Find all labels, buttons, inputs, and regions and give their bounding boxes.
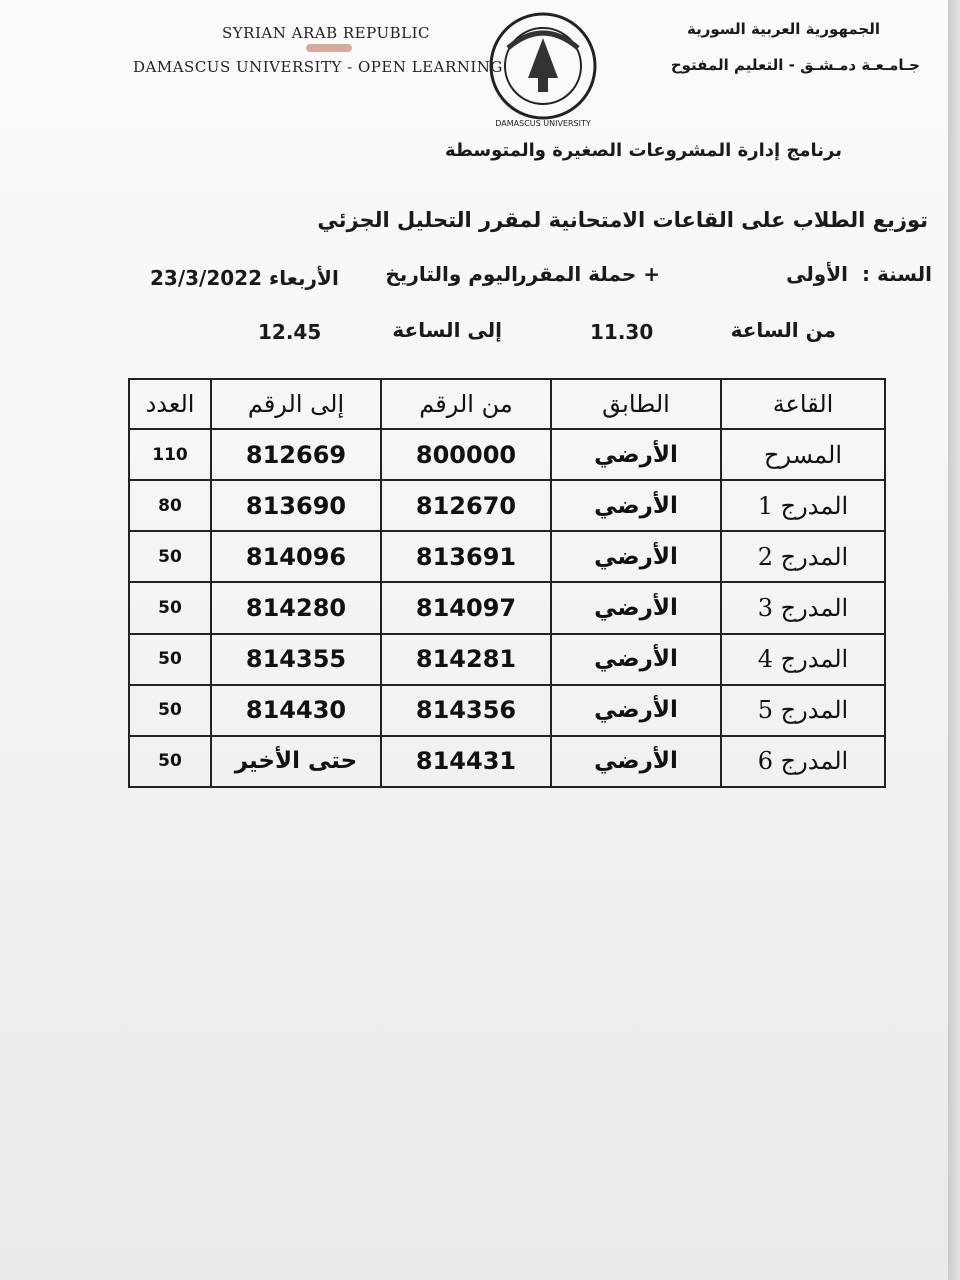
table-header-row — [129, 379, 885, 429]
program-name: برنامج إدارة المشروعات الصغيرة والمتوسطة — [444, 140, 842, 161]
floor-cell: الأرضي — [551, 531, 721, 582]
floor-cell: الأرضي — [551, 685, 721, 736]
floor-cell: الأرضي — [551, 582, 721, 633]
room-cell: المدرج 3 — [721, 582, 885, 633]
ink-smudge — [306, 44, 352, 52]
table-row — [129, 480, 885, 531]
header-floor: الطابق — [551, 379, 721, 429]
exam-date — [150, 266, 339, 290]
from-number-cell: 800000 — [381, 429, 551, 480]
room-cell: المدرج 2 — [721, 531, 885, 582]
daydate-label: اليوم والتاريخ — [385, 262, 518, 286]
year-label: السنة : — [862, 262, 932, 286]
date-value: 23/3/2022 — [150, 266, 263, 290]
floor-cell: الأرضي — [551, 736, 721, 787]
to-number-cell: 814430 — [211, 685, 381, 736]
year-value: الأولى — [786, 262, 848, 286]
logo-caption: DAMASCUS UNIVERSITY — [495, 119, 591, 128]
from-number-cell: 814431 — [381, 736, 551, 787]
from-number-cell: 814356 — [381, 685, 551, 736]
floor-cell: الأرضي — [551, 429, 721, 480]
header-from-number: من الرقم — [381, 379, 551, 429]
table-row — [129, 634, 885, 685]
count-cell: 50 — [129, 582, 211, 633]
to-time-value: 12.45 — [258, 320, 322, 344]
from-time-value: 11.30 — [590, 320, 654, 344]
floor-cell: الأرضي — [551, 634, 721, 685]
to-time-label: إلى الساعة — [392, 318, 502, 342]
floor-cell: الأرضي — [551, 480, 721, 531]
count-cell: 50 — [129, 736, 211, 787]
room-cell: المدرج 6 — [721, 736, 885, 787]
header-to-number: إلى الرقم — [211, 379, 381, 429]
day-value: الأربعاء — [269, 266, 339, 290]
to-number-cell: 814355 — [211, 634, 381, 685]
from-number-cell: 812670 — [381, 480, 551, 531]
header-en-line1: SYRIAN ARAB REPUBLIC — [222, 24, 430, 42]
room-distribution-table — [128, 378, 886, 788]
count-cell: 50 — [129, 531, 211, 582]
header-count: العدد — [129, 379, 211, 429]
from-number-cell: 813691 — [381, 531, 551, 582]
table-row — [129, 582, 885, 633]
header-en-line2: DAMASCUS UNIVERSITY - OPEN LEARNING — [133, 58, 503, 76]
from-time-label: من الساعة — [730, 318, 836, 342]
count-cell: 110 — [129, 429, 211, 480]
paper-edge — [948, 0, 960, 1280]
page-title: توزيع الطلاب على القاعات الامتحانية لمقرر التحليل الجزئي — [317, 208, 928, 232]
count-cell: 50 — [129, 634, 211, 685]
header-ar-line2: جـامـعـة دمـشـق - التعليم المفتوح — [670, 56, 920, 74]
to-number-cell: 812669 — [211, 429, 381, 480]
table-row — [129, 685, 885, 736]
room-cell: المدرج 1 — [721, 480, 885, 531]
room-cell: المدرج 4 — [721, 634, 885, 685]
count-cell: 80 — [129, 480, 211, 531]
room-cell: المسرح — [721, 429, 885, 480]
from-number-cell: 814281 — [381, 634, 551, 685]
to-number-cell: 813690 — [211, 480, 381, 531]
to-number-cell: 814096 — [211, 531, 381, 582]
header-ar-line1: الجمهورية العربية السورية — [687, 20, 880, 38]
table-row — [129, 429, 885, 480]
to-number-cell: 814280 — [211, 582, 381, 633]
header-room: القاعة — [721, 379, 885, 429]
table-row — [129, 736, 885, 787]
table-row — [129, 531, 885, 582]
course-tag: + حملة المقرر — [515, 262, 660, 286]
university-logo — [478, 8, 608, 130]
count-cell: 50 — [129, 685, 211, 736]
room-cell: المدرج 5 — [721, 685, 885, 736]
to-number-cell: حتى الأخير — [211, 736, 381, 787]
from-number-cell: 814097 — [381, 582, 551, 633]
